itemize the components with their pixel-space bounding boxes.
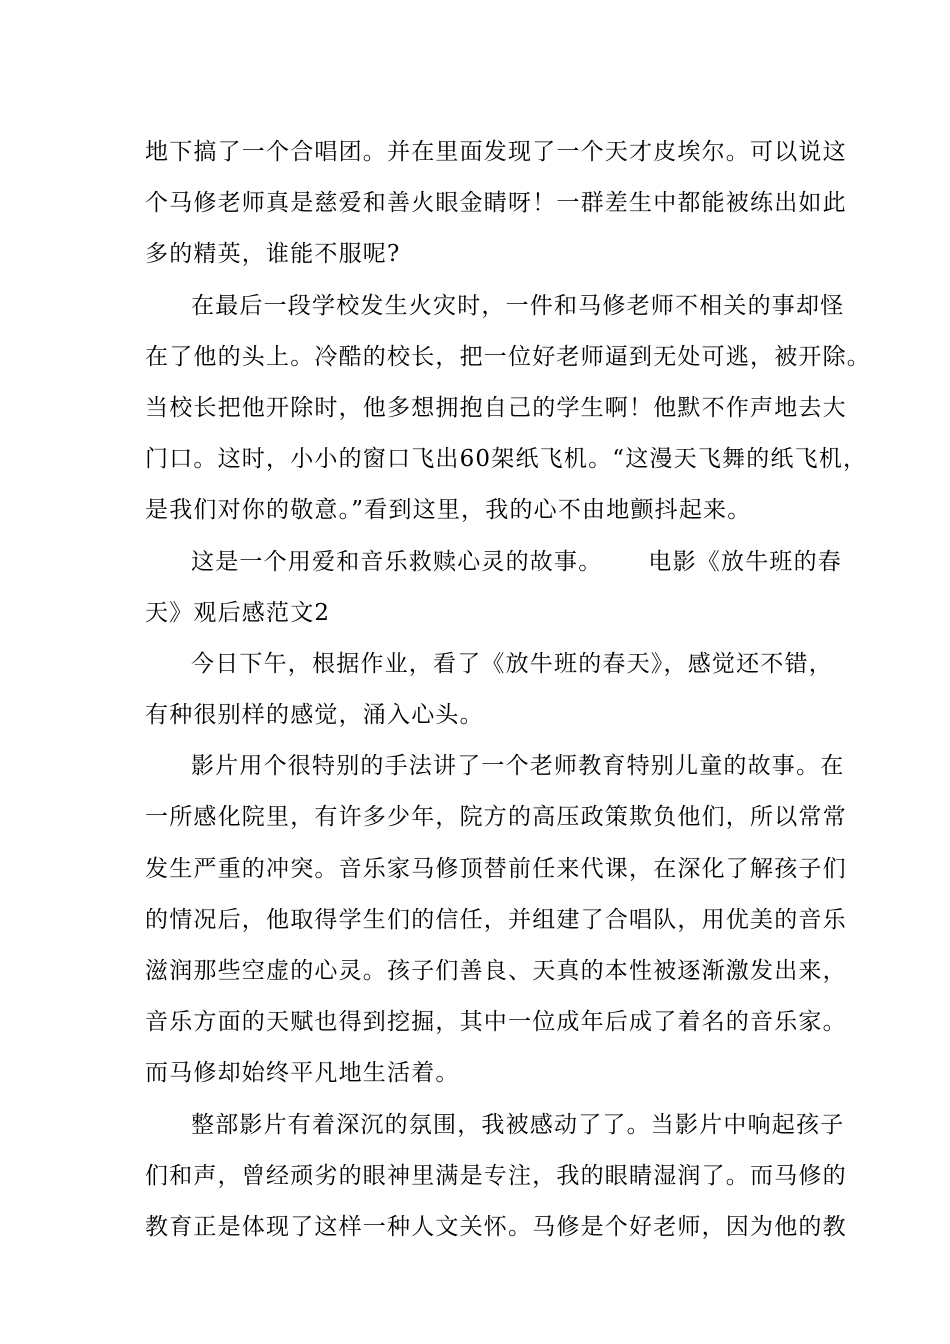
text-line: 发生严重的冲突。音乐家马修顶替前任来代课，在深化了解孩子们 bbox=[145, 855, 847, 882]
text-line: 们和声，曾经顽劣的眼神里满是专注，我的眼睛湿润了。而马修的 bbox=[145, 1162, 847, 1189]
text-line: 有种很别样的感觉，涌入心头。 bbox=[145, 702, 484, 729]
text-line: 当校长把他开除时，他多想拥抱自己的学生啊！他默不作声地去大 bbox=[145, 394, 847, 421]
text-line: 在了他的头上。冷酷的校长，把一位好老师逼到无处可逃，被开除。 bbox=[145, 343, 871, 370]
document-body bbox=[145, 127, 871, 1253]
text-line: 一所感化院里，有许多少年，院方的高压政策欺负他们，所以常常 bbox=[145, 804, 847, 831]
section-title-start: 电影《放牛班的春 bbox=[648, 548, 843, 575]
text-line: 是我们对你的敬意。”看到这里，我的心不由地颤抖起来。 bbox=[145, 497, 752, 524]
section-title-end: 天》观后感范文2 bbox=[145, 599, 331, 626]
text-line: 门口。这时，小小的窗口飞出60架纸飞机。“这漫天飞舞的纸飞机， bbox=[145, 446, 868, 473]
text-line: 滋润那些空虚的心灵。孩子们善良、天真的本性被逐渐激发出来， bbox=[145, 958, 847, 984]
paragraph-first-line: 影片用个很特别的手法讲了一个老师教育特别儿童的故事。在 bbox=[191, 753, 845, 780]
text-line: 个马修老师真是慈爱和善火眼金睛呀！一群差生中都能被练出如此 bbox=[145, 190, 847, 217]
text-line: 地下搞了一个合唱团。并在里面发现了一个天才皮埃尔。可以说这 bbox=[145, 139, 847, 165]
text-segment: 这是一个用爱和音乐救赎心灵的故事。 bbox=[191, 548, 603, 575]
paragraph-first-line: 在最后一段学校发生火灾时，一件和马修老师不相关的事却怪 bbox=[191, 292, 845, 319]
paragraph-first-line: 今日下午，根据作业，看了《放牛班的春天》，感觉还不错， bbox=[191, 650, 833, 677]
text-line: 音乐方面的天赋也得到挖掘，其中一位成年后成了着名的音乐家。 bbox=[145, 1009, 847, 1036]
paragraph-first-line bbox=[145, 537, 843, 588]
text-line: 教育正是体现了这样一种人文关怀。马修是个好老师，因为他的教 bbox=[145, 1213, 847, 1240]
paragraph-first-line: 整部影片有着深沉的氛围，我被感动了了。当影片中响起孩子 bbox=[191, 1111, 845, 1138]
text-line: 而马修却始终平凡地生活着。 bbox=[145, 1060, 460, 1087]
text-line: 多的精英，谁能不服呢? bbox=[145, 241, 401, 268]
text-line: 的情况后，他取得学生们的信任，并组建了合唱队，用优美的音乐 bbox=[145, 906, 847, 933]
